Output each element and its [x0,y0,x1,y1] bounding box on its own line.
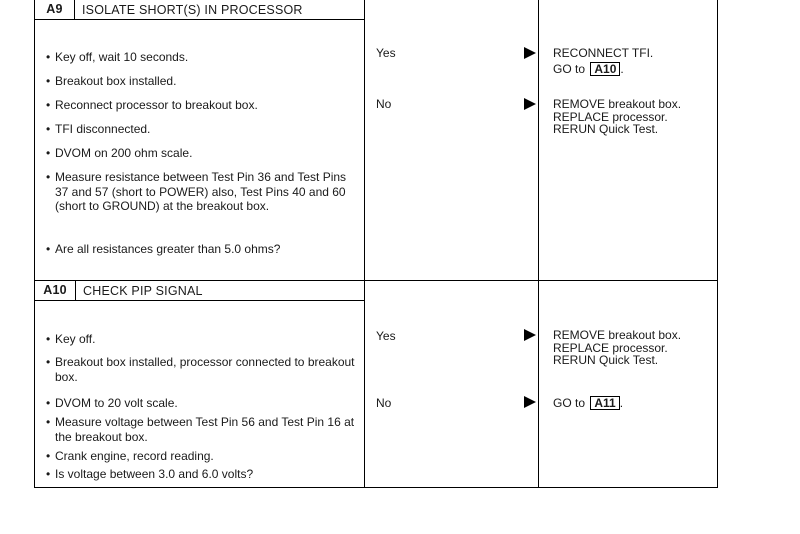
step-a10-yes-result [553,329,681,367]
result-line: REPLACE processor. [553,340,668,355]
step-a10-id: A10 [35,281,76,300]
result-goto: GO to A11 . [553,396,624,410]
list-item: • Measure voltage between Test Pin 56 and Test Pin 16 at the breakout box. [46,415,355,444]
result-line: RECONNECT TFI. [553,46,654,60]
bottom-border [34,487,718,488]
column-divider-right [538,0,539,488]
column-divider-left [364,0,365,488]
arrow-right-icon [524,98,536,110]
step-a10-yes-label: Yes [376,329,396,343]
step-a9-no-result [553,98,681,136]
arrow-right-icon [524,329,536,341]
list-item: • Measure resistance between Test Pin 36 and Test Pins 37 and 57 (short to POWER) also, Test Pins 40 and 60 (short to GROUND) at the breakout box. [46,170,347,213]
list-item: • DVOM to 20 volt scale. [46,396,178,410]
result-line: REPLACE processor. [553,109,668,124]
list-item: • Reconnect processor to breakout box. [46,98,258,112]
goto-a10-link[interactable]: A10 [590,62,620,76]
result-line: REMOVE breakout box. [553,97,682,111]
step-a9-id: A9 [35,0,75,19]
arrow-right-icon [524,47,536,59]
left-border [34,0,35,488]
step-a9-no-label: No [376,97,392,111]
list-item: • Crank engine, record reading. [46,449,214,463]
step-a9-yes-result [553,47,653,76]
list-item: • Is voltage between 3.0 and 6.0 volts? [46,467,254,481]
list-item: • Key off, wait 10 seconds. [46,50,189,64]
list-item: • TFI disconnected. [46,122,151,136]
list-item: • Breakout box installed. [46,74,177,88]
step-a9-header [35,0,303,19]
step-a10-no-label: No [376,396,392,410]
list-item: • DVOM on 200 ohm scale. [46,146,193,160]
arrow-right-icon [524,396,536,408]
step-a9-yes-label: Yes [376,46,396,60]
result-line: REMOVE breakout box. [553,328,682,342]
right-border [717,0,718,488]
result-line: RERUN Quick Test. [553,122,659,136]
step-a10-no-result [553,396,623,410]
result-line: RERUN Quick Test. [553,353,659,367]
step-a9-title: ISOLATE SHORT(S) IN PROCESSOR [82,2,303,17]
result-goto: GO to A10 . [553,61,624,76]
goto-a11-link[interactable]: A11 [590,396,619,410]
list-item: • Are all resistances greater than 5.0 ohms? [46,242,281,256]
list-item: • Breakout box installed, processor connected to breakout box. [46,355,355,384]
step-a10-header [35,281,203,300]
step-a10-title: CHECK PIP SIGNAL [83,283,203,298]
list-item: • Key off. [46,332,96,346]
